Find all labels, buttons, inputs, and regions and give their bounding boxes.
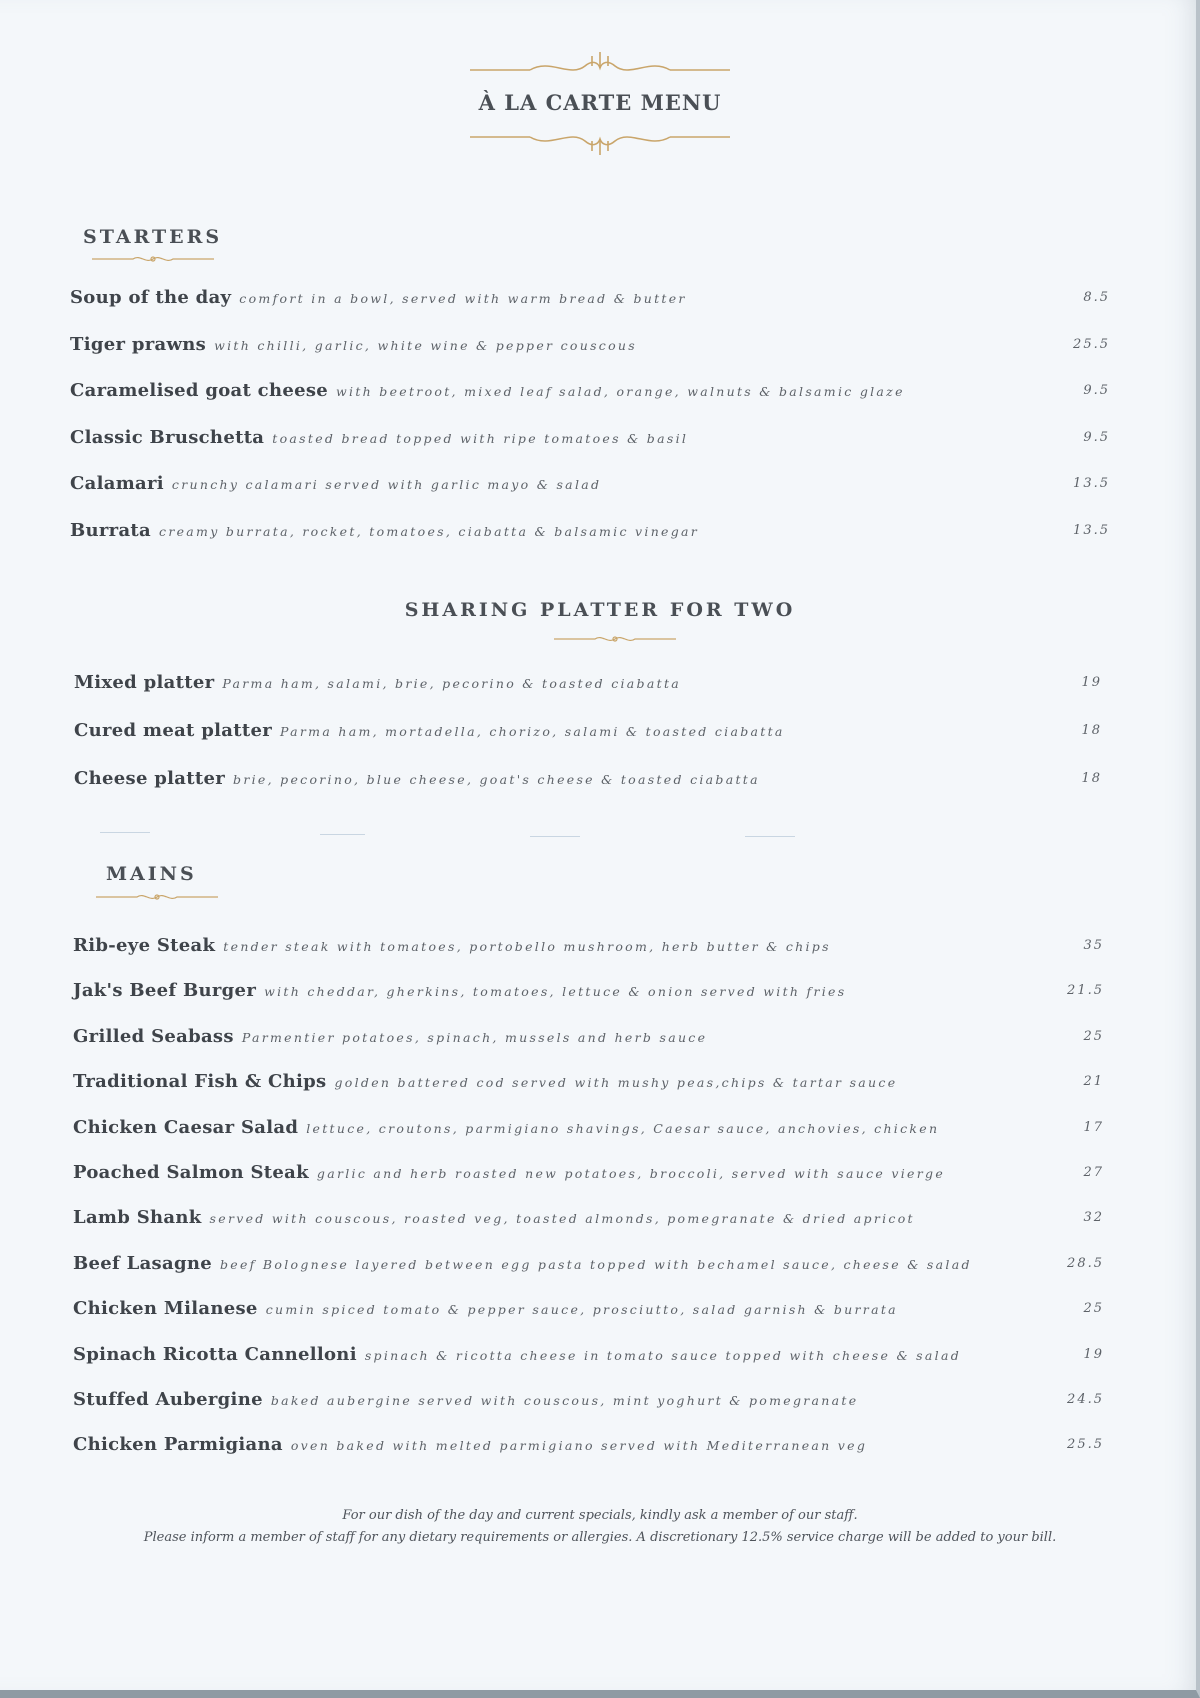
menu-item xyxy=(0,1344,1200,1374)
menu-item-price: 32 xyxy=(1083,1210,1104,1226)
menu-item-price: 27 xyxy=(1083,1165,1104,1180)
menu-item-name: Rib-eye Steak xyxy=(73,935,216,956)
menu-item-line xyxy=(70,287,687,308)
menu-item xyxy=(0,1117,1200,1147)
menu-item xyxy=(0,1162,1200,1192)
menu-item xyxy=(0,334,1200,364)
starters-divider-icon xyxy=(88,252,218,266)
menu-title: À LA CARTE MENU xyxy=(478,90,722,115)
menu-item-description: tender steak with tomatoes, portobello mushroom, herb butter & chips xyxy=(223,939,831,954)
menu-item xyxy=(0,520,1200,550)
starters-heading: STARTERS xyxy=(83,226,223,248)
menu-item-price: 21 xyxy=(1083,1074,1104,1090)
menu-item-line xyxy=(70,520,699,541)
menu-footer xyxy=(0,1505,1200,1549)
menu-item-price: 13.5 xyxy=(1073,522,1110,538)
bottom-flourish-icon xyxy=(460,125,740,159)
menu-item-line xyxy=(70,380,905,401)
menu-item xyxy=(0,1434,1200,1464)
menu-item-description: golden battered cod served with mushy peas,chips & tartar sauce xyxy=(334,1075,898,1091)
menu-item xyxy=(0,380,1200,410)
menu-item-price: 25 xyxy=(1083,1301,1104,1317)
menu-item-line xyxy=(74,720,785,741)
menu-item-line xyxy=(73,1389,858,1410)
menu-item-price: 9.5 xyxy=(1083,429,1110,445)
menu-item-price: 18 xyxy=(1081,771,1102,786)
menu-item-name: Jak's Beef Burger xyxy=(73,980,257,1002)
menu-item-description: lettuce, croutons, parmigiano shavings, Caesar sauce, anchovies, chicken xyxy=(306,1120,940,1136)
menu-item-name: Chicken Milanese xyxy=(73,1298,258,1320)
menu-item-name: Caramelised goat cheese xyxy=(70,380,329,401)
menu-item-description: beef Bolognese layered between egg pasta topped with bechamel sauce, cheese & salad xyxy=(219,1256,972,1272)
menu-item-price: 19 xyxy=(1081,675,1102,690)
sharing-divider-icon xyxy=(550,632,680,646)
menu-item xyxy=(0,768,1200,798)
menu-item-line xyxy=(70,334,637,355)
menu-item-description: baked aubergine served with couscous, mint yoghurt & pomegranate xyxy=(270,1393,859,1408)
menu-item-description: Parma ham, mortadella, chorizo, salami & toasted ciabatta xyxy=(280,724,785,739)
menu-item xyxy=(0,672,1200,702)
menu-item-name: Calamari xyxy=(70,473,164,494)
menu-item-name: Mixed platter xyxy=(74,672,215,693)
menu-item-price: 9.5 xyxy=(1083,383,1110,398)
menu-item-description: with cheddar, gherkins, tomatoes, lettuce & onion served with fries xyxy=(264,984,847,1000)
menu-item xyxy=(0,935,1200,965)
menu-item xyxy=(0,980,1200,1010)
menu-item xyxy=(0,287,1200,317)
menu-item xyxy=(0,1071,1200,1101)
footer-specials-note: For our dish of the day and current specials, kindly ask a member of our staff. xyxy=(342,1508,858,1523)
menu-item-name: Beef Lasagne xyxy=(73,1252,212,1274)
menu-item-description: cumin spiced tomato & pepper sauce, prosciutto, salad garnish & burrata xyxy=(265,1302,898,1318)
mains-divider-icon xyxy=(92,890,222,904)
menu-item-line xyxy=(73,1117,939,1138)
faint-divider xyxy=(320,834,365,835)
menu-item-name: Stuffed Aubergine xyxy=(73,1389,263,1410)
menu-item-price: 25.5 xyxy=(1073,336,1110,352)
sharing-heading: SHARING PLATTER FOR TWO xyxy=(404,599,796,621)
menu-item-description: brie, pecorino, blue cheese, goat's cheese & toasted ciabatta xyxy=(233,772,760,787)
menu-item-description: spinach & ricotta cheese in tomato sauce topped with cheese & salad xyxy=(364,1347,961,1363)
menu-item-price: 28.5 xyxy=(1067,1255,1104,1271)
menu-item-description: Parma ham, salami, brie, pecorino & toasted ciabatta xyxy=(222,676,682,691)
menu-item xyxy=(0,1298,1200,1328)
menu-item-description: Parmentier potatoes, spinach, mussels and herb sauce xyxy=(241,1029,708,1045)
menu-item-price: 19 xyxy=(1083,1346,1104,1362)
menu-item xyxy=(0,473,1200,503)
menu-item-line xyxy=(73,1207,915,1228)
menu-item-description: creamy burrata, rocket, tomatoes, ciabatta & balsamic vinegar xyxy=(159,523,700,539)
menu-item xyxy=(0,1253,1200,1283)
menu-item-name: Cured meat platter xyxy=(74,720,272,741)
menu-item-name: Spinach Ricotta Cannelloni xyxy=(73,1343,357,1365)
menu-item-line xyxy=(73,1253,972,1274)
menu-item xyxy=(0,1389,1200,1419)
menu-item-price: 25 xyxy=(1083,1028,1104,1044)
menu-item xyxy=(0,1026,1200,1056)
menu-item xyxy=(0,427,1200,457)
menu-item-price: 8.5 xyxy=(1083,290,1110,305)
menu-item-name: Tiger prawns xyxy=(70,333,207,355)
menu-item-price: 17 xyxy=(1083,1119,1104,1135)
menu-item xyxy=(0,720,1200,750)
menu-item-name: Lamb Shank xyxy=(73,1207,202,1229)
menu-item-description: with chilli, garlic, white wine & pepper couscous xyxy=(214,337,637,353)
top-flourish-icon xyxy=(460,48,740,82)
menu-item-line xyxy=(73,935,831,956)
menu-item-line xyxy=(73,1026,707,1047)
menu-item-name: Classic Bruschetta xyxy=(70,426,265,448)
menu-item-name: Cheese platter xyxy=(74,768,226,789)
menu-item-name: Grilled Seabass xyxy=(73,1025,234,1047)
menu-item-price: 24.5 xyxy=(1067,1392,1104,1407)
menu-item-price: 35 xyxy=(1083,938,1104,953)
menu-item-line xyxy=(70,427,688,448)
menu-item-description: oven baked with melted parmigiano served with Mediterranean veg xyxy=(290,1438,868,1454)
menu-item-line xyxy=(73,1434,867,1455)
faint-divider xyxy=(745,836,795,837)
mains-heading: MAINS xyxy=(106,863,197,885)
menu-item-line xyxy=(73,1298,898,1319)
menu-item-line xyxy=(73,1344,961,1365)
menu-item-name: Chicken Parmigiana xyxy=(73,1434,283,1456)
faint-divider xyxy=(100,832,150,833)
menu-item-price: 18 xyxy=(1081,723,1102,738)
menu-item-description: with beetroot, mixed leaf salad, orange, walnuts & balsamic glaze xyxy=(336,384,905,399)
faint-divider xyxy=(530,836,580,837)
menu-header xyxy=(0,48,1200,159)
menu-item-description: toasted bread topped with ripe tomatoes & basil xyxy=(272,430,689,446)
menu-item-description: garlic and herb roasted new potatoes, broccoli, served with sauce vierge xyxy=(316,1166,946,1181)
menu-item-name: Poached Salmon Steak xyxy=(73,1162,309,1183)
menu-item-line xyxy=(73,1071,897,1092)
menu-item-name: Chicken Caesar Salad xyxy=(73,1116,299,1138)
menu-item-price: 21.5 xyxy=(1067,983,1104,999)
menu-item-description: served with couscous, roasted veg, toasted almonds, pomegranate & dried apricot xyxy=(209,1211,915,1227)
menu-item-line xyxy=(73,980,846,1001)
menu-item-name: Traditional Fish & Chips xyxy=(73,1071,327,1093)
footer-allergy-note: Please inform a member of staff for any dietary requirements or allergies. A discretionary 12.5% service charge will be added to your bill. xyxy=(143,1530,1057,1545)
menu-item-name: Soup of the day xyxy=(70,287,232,308)
menu-item xyxy=(0,1207,1200,1237)
menu-item-price: 25.5 xyxy=(1067,1437,1104,1453)
menu-item-price: 13.5 xyxy=(1073,476,1110,491)
menu-item-line xyxy=(70,473,601,494)
menu-item-line xyxy=(73,1162,945,1183)
menu-item-description: crunchy calamari served with garlic mayo & salad xyxy=(171,477,602,492)
menu-item-line xyxy=(74,768,760,789)
menu-item-line xyxy=(74,672,681,693)
menu-item-description: comfort in a bowl, served with warm bread & butter xyxy=(239,291,687,306)
menu-item-name: Burrata xyxy=(70,519,152,541)
